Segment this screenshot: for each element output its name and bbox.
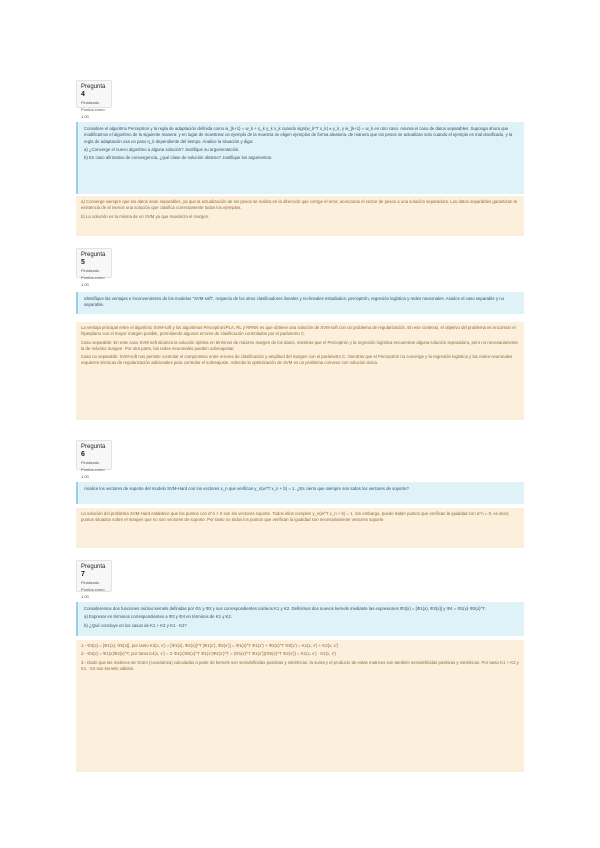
prompt-text: a) ¿Converge el nuevo algoritmo a alguna solución? Justifique su argumentación.	[84, 146, 240, 152]
question-info-5	[76, 248, 112, 287]
question-grade: Puntúa como 1,00	[81, 467, 105, 479]
question-info-7	[76, 560, 112, 599]
question-number: Pregunta 6	[81, 444, 106, 458]
question-grade: Puntúa como 1,00	[81, 107, 105, 119]
question-prompt-7	[76, 602, 524, 636]
question-number: Pregunta 7	[81, 564, 106, 578]
feedback-text: b) La solución es la misma de un SVM ya que maximiza el margen.	[81, 213, 210, 219]
question-feedback-4	[76, 196, 524, 236]
question-feedback-5	[76, 322, 524, 420]
question-state: Finalizado	[81, 268, 100, 273]
feedback-text: 3.- Dado que las matrices de Gram (covarianza) calculadas a partir de kernels son semidefinidas positivas y simétricas, la suma y el producto de estas matrices son también semidefinidas positivas y simétricas. Por tanto K1 + K2 y K1 · K2 son kernels válidos.	[81, 659, 519, 671]
question-info-6	[76, 440, 112, 479]
prompt-text: b) En caso afirmativo de convergencia, ¿qué clase de solución obtiene? Justifique los argumentos.	[84, 155, 273, 161]
feedback-text: La solución del problema SVM-Hard establece que los puntos con α^n > 0 son los vectores soporte. Todos ellos cumplen y_n(w^T x_n + b) = 1. Sin embargo, puede haber puntos que verifican la igualdad con α^n = 0, es decir, puntos situados sobre el margen que no son vectores de soporte. Por tanto no todos los puntos que verifican la igualdad son necesariamente vectores soporte.	[81, 511, 510, 523]
prompt-text: Analice los vectores de soporte del modelo SVM-Hard con los vectores x_n que verifican y_n(w^T x_n + b) = 1. ¿Es cierto que siempre son todos los vectores de soporte?	[84, 486, 409, 491]
feedback-text: La ventaja principal entre el algoritmo SVM-soft y los algoritmos Perceptron/PLA, RL y RRNN es que obtiene una solución de SVM soft con un problema de regularización. En ese contexto, el objetivo del problema es encontrar el hiperplano con el mayor margen posible, permitiendo algunos errores de clasificación controlados por el parámetro C.	[81, 325, 516, 337]
feedback-formula: 2.- Φ4(x) = Φ1(x)Φ2(x)^T, por tanto K4(x, x') = Σ Φ1(x)Φ2(x)^T Φ1(x')Φ2(x')^T = (Φ1(x)^T Φ1(x'))(Φ2(x)^T Φ2(x')) = K1(x, x') · K2(x, x')	[81, 651, 336, 657]
prompt-text: Considere el algoritmo Perceptron y la regla de adaptación definida como w_{k+1} = w_k + η_k y_k x_k cuando sign(w_k^T x_k) ≠ y_k, y w_{k+1} = w_k en otro caso. Asuma el caso de datos separables. Suponga ahora que modificamos el algoritmo de la siguiente manera: y en lugar de muestrear un ejemplo de la muestra se eligen ejemplos de forma aleatoria, de manera que los pesos se actualizan solo cuando el ejemplo es mal clasificado, y la regla de adaptación usa un paso η_k dependiente del tiempo. Analice la situación y diga:	[84, 126, 513, 144]
prompt-text: Consideremos dos funciones núcleo kernels definidas por Φ1 y Φ2 y sus correspondientes núcleos K1 y K2. Definimos dos nuevos kernels mediante las expresiones Φ3(x) = [Φ1(x), Φ2(x)] y Φ4 = Φ1(x)·Φ2(x)^T.	[84, 606, 486, 611]
question-grade: Puntúa como 1,00	[81, 587, 105, 599]
question-grade: Puntúa como 1,00	[81, 275, 105, 287]
feedback-text: a) Converge siempre que los datos sean separables, ya que la actualización de los pesos se realiza en la dirección que corrige el error, acercando el vector de pesos a una solución separadora. Los datos separables garantizan la existencia de al menos una solución que clasifica correctamente todos los ejemplos.	[81, 199, 517, 211]
feedback-formula: 1.- Φ3(x) = [Φ1(x), Φ2(x)], por tanto K3(x, x') = [Φ1(x), Φ2(x)]^T [Φ1(x'), Φ2(x')] = Φ1(x)^T Φ1(x') + Φ2(x)^T Φ2(x') = K1(x, x') + K2(x, x')	[81, 643, 338, 648]
question-state: Finalizado	[81, 580, 100, 585]
question-feedback-7	[76, 640, 524, 772]
feedback-text: Caso separable: En este caso SVM soft alcanza la solución óptima en términos de máximo margen de los datos, mientras que el Perceptrón y la regresión logística encuentran alguna solución separadora, pero no necesariamente la de máximo margen. Por otra parte, las redes neuronales pueden sobreajustar.	[81, 339, 518, 351]
question-prompt-6	[76, 482, 524, 504]
prompt-text: b) ¿Qué concluye en los casos de K1 + K2 y K1 · K2?	[84, 622, 187, 628]
question-number: Pregunta 4	[81, 84, 106, 98]
question-number: Pregunta 5	[81, 252, 106, 266]
prompt-text: Identifique las ventajas e inconvenientes de los modelos "SVM-soft", respecto de los otros clasificadores lineales y no-lineales estudiados: perceptrón, regresión logística y redes neuronales. Analice el caso separable y no separable.	[84, 296, 505, 308]
prompt-text: a) Expresar en términos correspondientes a Φ3 y Φ4 en términos de K1 y K2.	[84, 614, 233, 620]
question-state: Finalizado	[81, 460, 100, 465]
question-prompt-5	[76, 292, 524, 314]
question-prompt-4	[76, 122, 524, 194]
question-state: Finalizado	[81, 100, 100, 105]
feedback-text: Caso no separable: SVM-soft nos permite controlar el compromiso entre errores de clasificación y amplitud del margen con el parámetro C, mientras que el Perceptrón no converge y la regresión logística y las redes neuronales requieren técnicas de regularización adicionales para controlar el sobreajuste. Además la optimización de SVM es un problema convexo con solución única.	[81, 354, 513, 366]
question-feedback-6	[76, 508, 524, 548]
question-info-4	[76, 80, 112, 119]
